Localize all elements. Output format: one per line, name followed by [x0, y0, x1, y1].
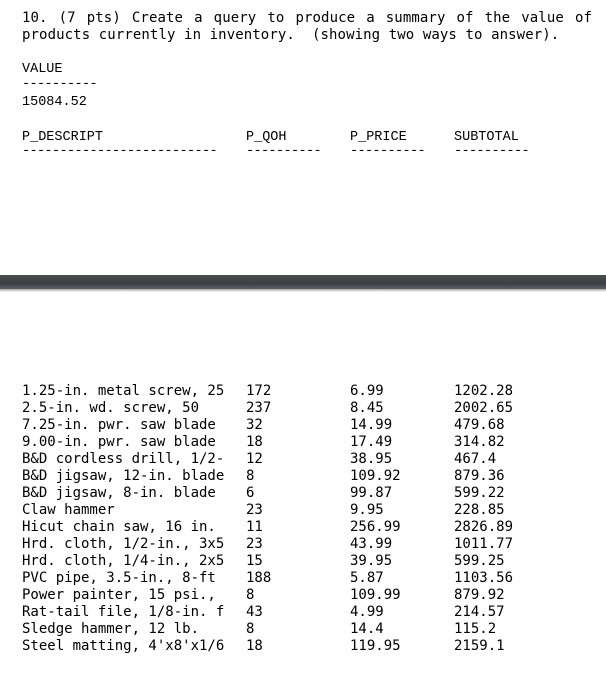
cell-description: B&D jigsaw, 12-in. blade — [22, 468, 225, 484]
cell-subtotal: 214.57 — [454, 604, 505, 620]
cell-subtotal: 2002.65 — [454, 400, 514, 416]
cell-price: 14.99 — [350, 417, 393, 433]
results-table — [0, 383, 606, 655]
header-subtotal: SUBTOTAL — [454, 130, 519, 145]
table-row — [0, 383, 606, 400]
table-row — [0, 519, 606, 536]
cell-qoh: 23 — [246, 536, 263, 552]
cell-qoh: 43 — [246, 604, 263, 620]
table-row — [0, 570, 606, 587]
cell-qoh: 237 — [246, 400, 272, 416]
cell-price: 17.49 — [350, 434, 393, 450]
table-row — [0, 468, 606, 485]
cell-price: 9.95 — [350, 502, 384, 518]
cell-qoh: 12 — [246, 451, 263, 467]
cell-description: 1.25-in. metal screw, 25 — [22, 383, 225, 399]
cell-qoh: 6 — [246, 485, 255, 501]
cell-subtotal: 1011.77 — [454, 536, 514, 552]
cell-qoh: 8 — [246, 621, 255, 637]
cell-description: PVC pipe, 3.5-in., 8-ft — [22, 570, 216, 586]
cell-description: 9.00-in. pwr. saw blade — [22, 434, 216, 450]
value-column-underline: ---------- — [22, 77, 98, 92]
question-text: 10. (7 pts) Create a query to produce a summary of the value of products currently in inventory. (showing two ways to answer). — [22, 10, 601, 43]
table-row — [0, 587, 606, 604]
table-row — [0, 536, 606, 553]
cell-price: 109.92 — [350, 468, 401, 484]
cell-qoh: 8 — [246, 468, 255, 484]
cell-subtotal: 599.25 — [454, 553, 505, 569]
cell-subtotal: 1202.28 — [454, 383, 514, 399]
table-row — [0, 400, 606, 417]
cell-description: Steel matting, 4'x8'x1/6 — [22, 638, 225, 654]
cell-description: 2.5-in. wd. screw, 50 — [22, 400, 200, 416]
table-row — [0, 502, 606, 519]
header-p-price: P_PRICE — [350, 130, 407, 145]
cell-description: Power painter, 15 psi., — [22, 587, 216, 603]
cell-price: 109.99 — [350, 587, 401, 603]
cell-description: Hrd. cloth, 1/2-in., 3x5 — [22, 536, 225, 552]
cell-price: 4.99 — [350, 604, 384, 620]
cell-subtotal: 599.22 — [454, 485, 505, 501]
cell-subtotal: 115.2 — [454, 621, 497, 637]
cell-price: 5.87 — [350, 570, 384, 586]
cell-description: B&D cordless drill, 1/2- — [22, 451, 225, 467]
underline-p-qoh: ---------- — [246, 144, 322, 159]
cell-subtotal: 1103.56 — [454, 570, 514, 586]
cell-qoh: 8 — [246, 587, 255, 603]
screenshot-divider-bar — [0, 275, 606, 289]
cell-qoh: 32 — [246, 417, 263, 433]
cell-description: B&D jigsaw, 8-in. blade — [22, 485, 216, 501]
cell-subtotal: 879.36 — [454, 468, 505, 484]
cell-subtotal: 314.82 — [454, 434, 505, 450]
cell-subtotal: 2159.1 — [454, 638, 505, 654]
cell-price: 8.45 — [350, 400, 384, 416]
cell-subtotal: 467.4 — [454, 451, 497, 467]
table-row — [0, 451, 606, 468]
table-row — [0, 485, 606, 502]
cell-price: 119.95 — [350, 638, 401, 654]
header-p-descript: P_DESCRIPT — [22, 130, 104, 145]
cell-price: 39.95 — [350, 553, 393, 569]
cell-description: Claw hammer — [22, 502, 115, 518]
cell-subtotal: 479.68 — [454, 417, 505, 433]
table-row — [0, 417, 606, 434]
cell-qoh: 15 — [246, 553, 263, 569]
underline-p-descript: -------------------------- — [22, 144, 218, 159]
cell-price: 43.99 — [350, 536, 393, 552]
divider-shadow — [0, 289, 606, 292]
cell-description: 7.25-in. pwr. saw blade — [22, 417, 216, 433]
cell-qoh: 172 — [246, 383, 272, 399]
cell-price: 6.99 — [350, 383, 384, 399]
table-row — [0, 638, 606, 655]
cell-subtotal: 2826.89 — [454, 519, 514, 535]
cell-qoh: 188 — [246, 570, 272, 586]
table-row — [0, 553, 606, 570]
cell-description: Sledge hammer, 12 lb. — [22, 621, 200, 637]
cell-subtotal: 879.92 — [454, 587, 505, 603]
table-row — [0, 604, 606, 621]
underline-p-price: ---------- — [350, 144, 426, 159]
table-row — [0, 621, 606, 638]
cell-subtotal: 228.85 — [454, 502, 505, 518]
cell-qoh: 23 — [246, 502, 263, 518]
cell-qoh: 11 — [246, 519, 263, 535]
value-column-header: VALUE — [22, 62, 63, 77]
cell-price: 99.87 — [350, 485, 393, 501]
cell-price: 14.4 — [350, 621, 384, 637]
cell-description: Hrd. cloth, 1/4-in., 2x5 — [22, 553, 225, 569]
table-row — [0, 434, 606, 451]
underline-subtotal: ---------- — [454, 144, 530, 159]
cell-description: Rat-tail file, 1/8-in. f — [22, 604, 225, 620]
cell-price: 256.99 — [350, 519, 401, 535]
header-p-qoh: P_QOH — [246, 130, 287, 145]
value-amount: 15084.52 — [22, 95, 87, 110]
cell-qoh: 18 — [246, 434, 263, 450]
cell-description: Hicut chain saw, 16 in. — [22, 519, 216, 535]
cell-qoh: 18 — [246, 638, 263, 654]
cell-price: 38.95 — [350, 451, 393, 467]
